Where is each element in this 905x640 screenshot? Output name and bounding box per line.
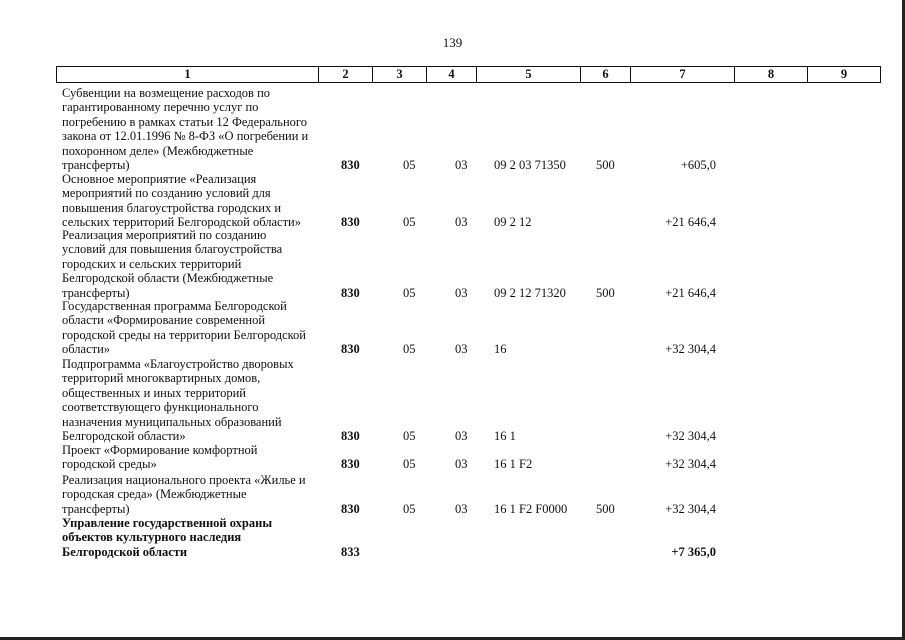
cell-amount: +7 365,0 — [671, 545, 716, 559]
column-header-9: 9 — [808, 67, 881, 83]
row-description: Подпрограмма «Благоустройство дворовых территорий многоквартирных домов, общественных и иных территорий соответствующего функционального назначения муниципальных образований Белгородской области» — [62, 357, 294, 444]
cell-amount: +32 304,4 — [665, 342, 716, 356]
cell-ministry-code: 830 — [341, 429, 360, 443]
column-header-5: 5 — [477, 67, 581, 83]
row-description: Реализация национального проекта «Жилье и городская среда» (Межбюджетные трансферты) — [62, 473, 306, 516]
cell-ministry-code: 830 — [341, 215, 360, 229]
cell-section: 05 — [403, 429, 416, 443]
cell-target-item: 16 1 — [494, 429, 516, 443]
cell-subsection: 03 — [455, 502, 468, 516]
column-header-8: 8 — [735, 67, 808, 83]
cell-ministry-code: 833 — [341, 545, 360, 559]
row-description: Проект «Формирование комфортной городской среды» — [62, 443, 258, 472]
cell-ministry-code: 830 — [341, 342, 360, 356]
cell-subsection: 03 — [455, 457, 468, 471]
cell-target-item: 09 2 12 71320 — [494, 286, 566, 300]
cell-amount: +21 646,4 — [665, 215, 716, 229]
row-description: Государственная программа Белгородской области «Формирование современной городской среды на территории Белгородской области» — [62, 299, 307, 357]
cell-amount: +605,0 — [680, 158, 716, 172]
cell-ministry-code: 830 — [341, 158, 360, 172]
cell-section: 05 — [403, 286, 416, 300]
column-header-6: 6 — [581, 67, 631, 83]
cell-subsection: 03 — [455, 429, 468, 443]
cell-ministry-code: 830 — [341, 457, 360, 471]
cell-subsection: 03 — [455, 158, 468, 172]
cell-amount: +32 304,4 — [665, 457, 716, 471]
column-header-4: 4 — [427, 67, 477, 83]
cell-amount: +32 304,4 — [665, 429, 716, 443]
cell-section: 05 — [403, 158, 416, 172]
cell-section: 05 — [403, 342, 416, 356]
cell-expense-type: 500 — [596, 502, 615, 516]
cell-ministry-code: 830 — [341, 502, 360, 516]
row-description: Субвенции на возмещение расходов по гарантированному перечню услуг по погребению в рамках статьи 12 Федерального закона от 12.01.1996 № 8-ФЗ «О погребении и похоронном деле» (Межбюджетные трансферты) — [62, 86, 309, 173]
cell-ministry-code: 830 — [341, 286, 360, 300]
column-header-1: 1 — [57, 67, 319, 83]
cell-target-item: 09 2 03 71350 — [494, 158, 566, 172]
cell-target-item: 16 1 F2 F0000 — [494, 502, 568, 516]
cell-subsection: 03 — [455, 215, 468, 229]
cell-subsection: 03 — [455, 342, 468, 356]
row-description: Реализация мероприятий по созданию условий для повышения благоустройства городских и сельских территорий Белгородской области (Межбюджетные трансферты) — [62, 228, 283, 300]
page-number: 139 — [442, 35, 463, 50]
cell-expense-type: 500 — [596, 286, 615, 300]
cell-target-item: 16 1 F2 — [494, 457, 533, 471]
column-header-2: 2 — [319, 67, 373, 83]
cell-expense-type: 500 — [596, 158, 615, 172]
cell-section: 05 — [403, 215, 416, 229]
cell-amount: +32 304,4 — [665, 502, 716, 516]
cell-target-item: 16 — [494, 342, 507, 356]
column-header-3: 3 — [373, 67, 427, 83]
row-description: Управление государственной охраны объектов культурного наследия Белгородской области — [62, 516, 273, 559]
cell-amount: +21 646,4 — [665, 286, 716, 300]
row-description: Основное мероприятие «Реализация мероприятий по созданию условий для повышения благоустройства городских и сельских территорий Белгородской области» — [62, 172, 301, 230]
cell-section: 05 — [403, 502, 416, 516]
cell-subsection: 03 — [455, 286, 468, 300]
column-header-7: 7 — [631, 67, 735, 83]
column-header-table — [56, 66, 881, 83]
cell-target-item: 09 2 12 — [494, 215, 532, 229]
cell-section: 05 — [403, 457, 416, 471]
